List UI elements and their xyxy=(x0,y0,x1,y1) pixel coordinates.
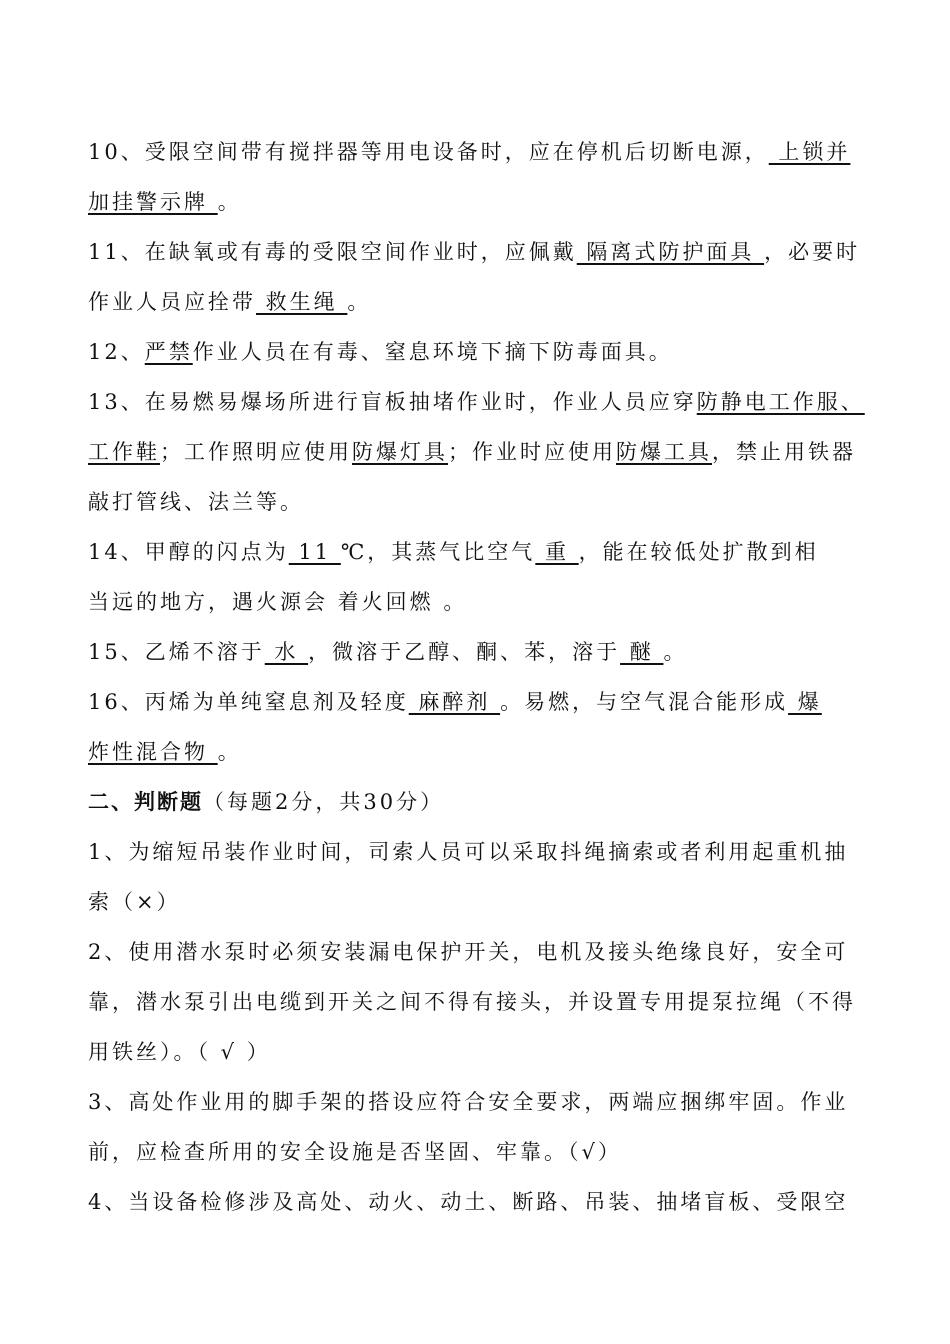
answer-blank: 上锁并 xyxy=(768,140,851,164)
text-segment: 2、使用潜水泵时必须安装漏电保护开关，电机及接头绝缘良好，安全可 xyxy=(88,940,849,964)
text-segment: 作业人员在有毒、窒息环境下摘下防毒面具。 xyxy=(192,340,673,364)
answer-blank: 防爆灯具 xyxy=(352,440,448,464)
question-line xyxy=(88,188,863,216)
text-segment: 用铁丝）。（ √ ） xyxy=(88,1040,271,1064)
question-line xyxy=(88,588,863,616)
text-segment: ，能在较低处扩散到相 xyxy=(578,540,819,564)
section-title: 二、判断题 xyxy=(88,790,203,814)
text-segment: 。易燃，与空气混合能形成 xyxy=(500,690,789,714)
answer-blank: 水 xyxy=(264,640,309,664)
answer-blank: 11 xyxy=(288,540,341,564)
text-segment: 当远的地方，遇火源会 着火回燃 。 xyxy=(88,590,468,614)
text-segment: 1、为缩短吊装作业时间，司索人员可以采取抖绳摘索或者利用起重机抽 xyxy=(88,840,849,864)
text-segment: 靠，潜水泵引出电缆到开关之间不得有接头，并设置专用提泵拉绳（不得 xyxy=(88,990,856,1014)
question-line xyxy=(88,988,863,1016)
question-line xyxy=(88,1188,863,1216)
text-segment: 14、甲醇的闪点为 xyxy=(88,540,289,564)
text-segment: ；作业时应使用 xyxy=(448,440,616,464)
question-line xyxy=(88,1088,863,1116)
text-segment: 。 xyxy=(347,290,372,314)
question-line xyxy=(88,688,863,716)
text-segment: ；工作照明应使用 xyxy=(160,440,352,464)
answer-blank: 醚 xyxy=(620,640,664,664)
answer-blank: 麻醉剂 xyxy=(408,690,501,714)
question-line xyxy=(88,538,863,566)
answer-blank: 重 xyxy=(535,540,579,564)
text-segment: 索（×） xyxy=(88,890,181,914)
question-line xyxy=(88,638,863,666)
answer-blank: 加挂警示牌 xyxy=(88,190,218,214)
text-segment: 12、 xyxy=(88,340,145,364)
answer-blank: 炸性混合物 xyxy=(88,740,218,764)
question-line xyxy=(88,338,863,366)
question-line xyxy=(88,438,863,466)
text-segment: ，必要时 xyxy=(764,240,861,264)
question-line xyxy=(88,888,863,916)
text-segment: 。 xyxy=(217,740,242,764)
question-line xyxy=(88,488,863,516)
text-segment: 15、乙烯不溶于 xyxy=(88,640,265,664)
text-segment: 前，应检查所用的安全设施是否坚固、牢靠。（√） xyxy=(88,1140,622,1164)
answer-blank: 隔离式防护面具 xyxy=(576,240,765,264)
text-segment: 3、高处作业用的脚手架的搭设应符合安全要求，两端应捆绑牢固。作业 xyxy=(88,1090,849,1114)
text-segment: 。 xyxy=(663,640,688,664)
question-line xyxy=(88,1138,863,1166)
answer-blank: 工作鞋 xyxy=(88,440,160,464)
text-segment: 11、在缺氧或有毒的受限空间作业时，应佩戴 xyxy=(88,240,577,264)
question-line xyxy=(88,1038,863,1066)
text-segment: 16、丙烯为单纯窒息剂及轻度 xyxy=(88,690,409,714)
question-line xyxy=(88,288,863,316)
text-segment: 4、当设备检修涉及高处、动火、动土、断路、吊装、抽堵盲板、受限空 xyxy=(88,1190,849,1214)
text-segment: ℃，其蒸气比空气 xyxy=(340,540,536,564)
question-line xyxy=(88,838,863,866)
answer-blank: 救生绳 xyxy=(256,290,348,314)
section-heading xyxy=(88,788,863,816)
answer-blank: 爆 xyxy=(788,690,822,714)
text-segment: （每题2分，共30分） xyxy=(203,790,445,814)
question-line xyxy=(88,388,863,416)
question-line xyxy=(88,938,863,966)
text-segment: ，禁止用铁器 xyxy=(712,440,856,464)
answer-blank: 防静电工作服、 xyxy=(696,390,865,414)
question-line xyxy=(88,738,863,766)
question-line xyxy=(88,138,863,166)
answer-blank: 严禁 xyxy=(144,340,193,364)
text-segment: 。 xyxy=(217,190,242,214)
text-segment: ，微溶于乙醇、酮、苯，溶于 xyxy=(308,640,621,664)
answer-blank: 防爆工具 xyxy=(616,440,712,464)
question-line xyxy=(88,238,863,266)
text-segment: 13、在易燃易爆场所进行盲板抽堵作业时，作业人员应穿 xyxy=(88,390,697,414)
text-segment: 敲打管线、法兰等。 xyxy=(88,490,304,514)
text-segment: 10、受限空间带有搅拌器等用电设备时，应在停机后切断电源， xyxy=(88,140,769,164)
text-segment: 作业人员应拴带 xyxy=(88,290,256,314)
